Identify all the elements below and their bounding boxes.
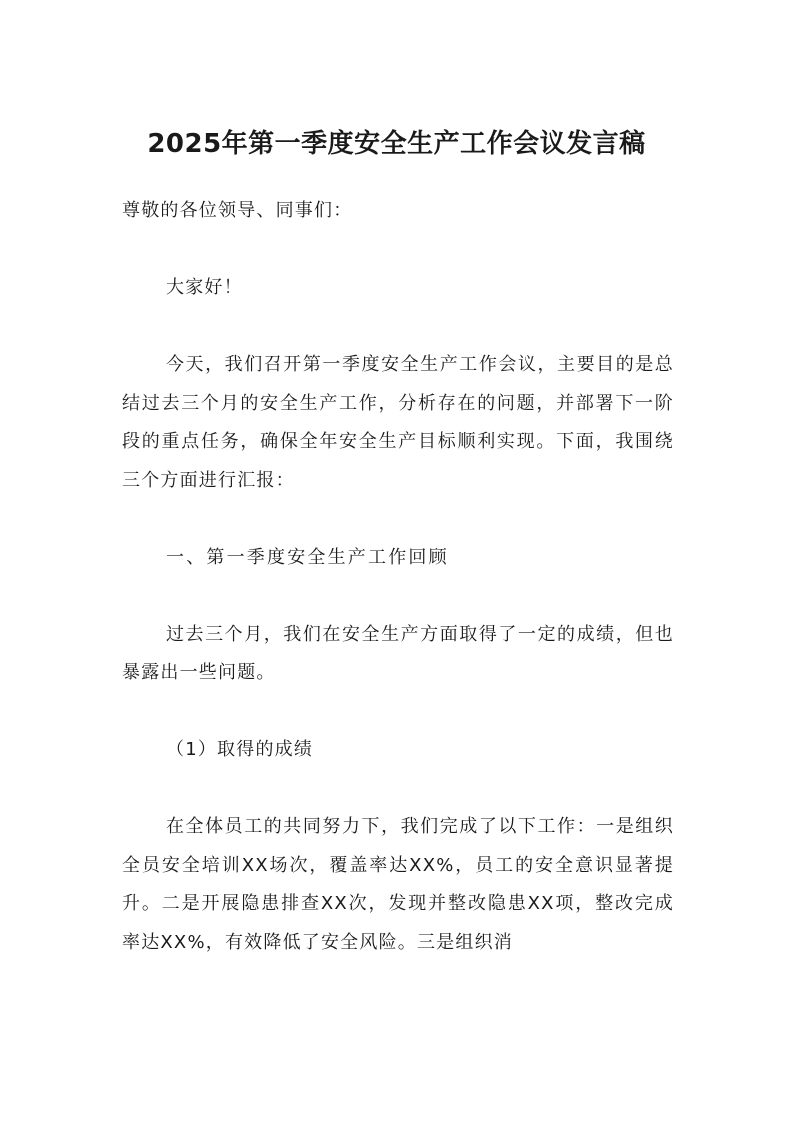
- subsection-heading: （1）取得的成绩: [166, 739, 314, 760]
- section-heading: 一、第一季度安全生产工作回顾: [166, 546, 449, 568]
- salutation: 尊敬的各位领导、同事们：: [122, 200, 353, 221]
- greeting: 大家好！: [166, 277, 243, 298]
- achievements-paragraph: 在全体员工的共同努力下，我们完成了以下工作：一是组织全员安全培训XX场次，覆盖率达XX%，员工的安全意识显著提升。二是开展隐患排查XX次，发现并整改隐患XX项，整改完成率达XX%，有效降低了安全风险。三是组织消: [122, 816, 674, 953]
- intro-paragraph: 今天，我们召开第一季度安全生产工作会议，主要目的是总结过去三个月的安全生产工作，分析存在的问题，并部署下一阶段的重点任务，确保全年安全生产目标顺利实现。下面，我围绕三个方面进行汇报：: [122, 354, 674, 491]
- document-title: 2025年第一季度安全生产工作会议发言稿: [147, 129, 646, 159]
- document-body: [122, 192, 674, 962]
- section-intro-paragraph: 过去三个月，我们在安全生产方面取得了一定的成绩，但也暴露出一些问题。: [122, 623, 674, 683]
